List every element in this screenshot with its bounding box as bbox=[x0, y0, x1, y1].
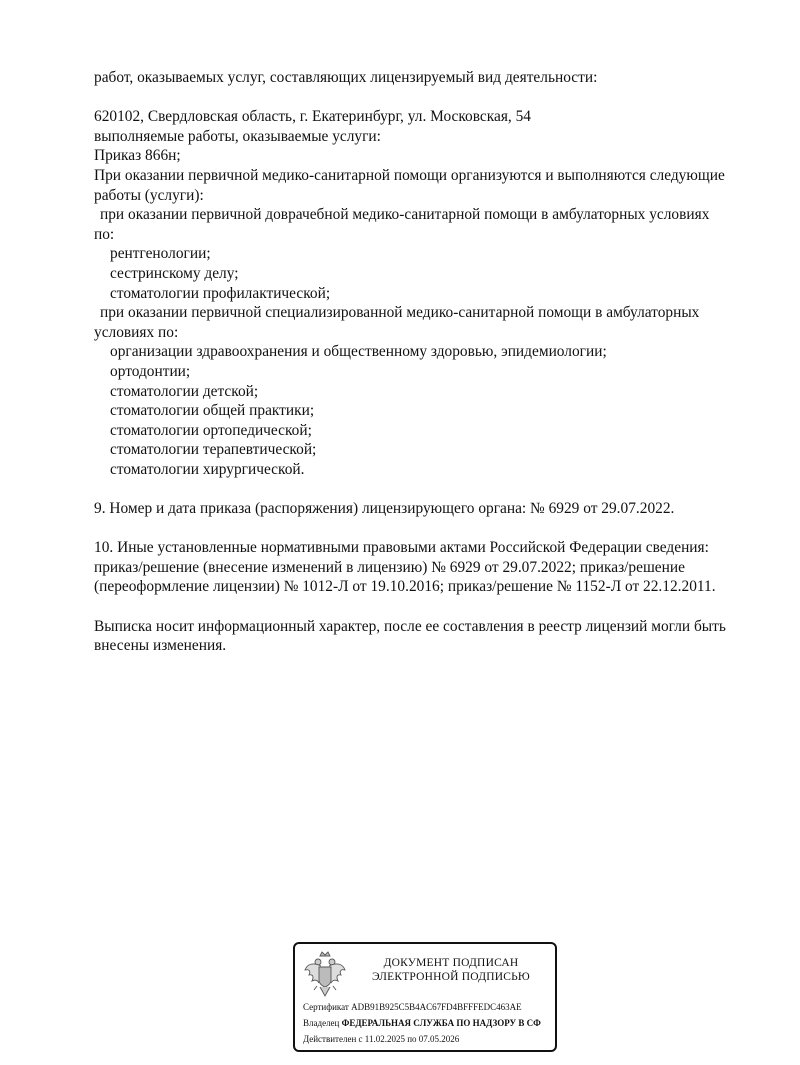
coat-of-arms-icon bbox=[303, 950, 347, 1000]
text-line: при оказании первичной доврачебной медико-санитарной помощи в амбулаторных условиях bbox=[100, 206, 710, 224]
list-item: сестринскому делу; bbox=[110, 264, 239, 282]
list-item: стоматологии ортопедической; bbox=[110, 421, 312, 439]
text-line: Выписка носит информационный характер, после ее составления в реестр лицензий могли быть bbox=[94, 617, 726, 635]
text-line: Приказ 866н; bbox=[94, 147, 181, 165]
list-item: стоматологии хирургической. bbox=[110, 460, 305, 478]
paragraph-gap bbox=[94, 519, 764, 539]
list-item: стоматологии детской; bbox=[110, 382, 259, 400]
text-line: работ, оказываемых услуг, составляющих лицензируемый вид деятельности: bbox=[94, 69, 598, 86]
paragraph-gap bbox=[94, 597, 764, 617]
paragraph-gap bbox=[94, 88, 764, 108]
list-item: организации здравоохранения и общественному здоровью, эпидемиологии; bbox=[110, 343, 607, 361]
stamp-title-line: ЭЛЕКТРОННОЙ ПОДПИСЬЮ bbox=[372, 971, 530, 983]
owner-value: ФЕДЕРАЛЬНАЯ СЛУЖБА ПО НАДЗОРУ В СФ bbox=[341, 1018, 541, 1028]
text-line: 10. Иные установленные нормативными правовыми актами Российской Федерации сведения: bbox=[94, 539, 709, 557]
certificate-row bbox=[303, 1002, 522, 1013]
text-line: При оказании первичной медико-санитарной помощи организуются и выполняются следующие bbox=[94, 166, 725, 184]
certificate-value: ADB91B925C5B4AC67FD4BFFFEDC463AE bbox=[351, 1002, 522, 1012]
stamp-title-line: ДОКУМЕНТ ПОДПИСАН bbox=[383, 957, 519, 969]
list-item: стоматологии терапевтической; bbox=[110, 441, 317, 459]
text-line: по: bbox=[94, 225, 115, 243]
paragraph-gap bbox=[94, 479, 764, 499]
validity-row: Действителен с 11.02.2025 по 07.05.2026 bbox=[303, 1034, 460, 1044]
certificate-label: Сертификат bbox=[303, 1002, 349, 1012]
text-line: приказ/решение (внесение изменений в лицензию) № 6929 от 29.07.2022; приказ/решение bbox=[94, 558, 685, 576]
list-item: стоматологии профилактической; bbox=[110, 284, 331, 302]
document-body bbox=[94, 68, 764, 656]
stamp-title bbox=[351, 956, 551, 984]
text-line: 620102, Свердловская область, г. Екатеринбург, ул. Московская, 54 bbox=[94, 108, 531, 126]
text-line: внесены изменения. bbox=[94, 637, 227, 655]
text-line: работы (услуги): bbox=[94, 186, 204, 204]
list-item: ортодонтии; bbox=[110, 362, 191, 380]
list-item: рентгенологии; bbox=[110, 245, 211, 263]
list-item: стоматологии общей практики; bbox=[110, 402, 315, 420]
owner-label: Владелец bbox=[303, 1018, 340, 1028]
owner-row bbox=[303, 1018, 541, 1029]
electronic-signature-stamp bbox=[293, 942, 557, 1052]
text-line: (переоформление лицензии) № 1012-Л от 19.10.2016; приказ/решение № 1152-Л от 22.12.2011. bbox=[94, 578, 716, 596]
text-line: выполняемые работы, оказываемые услуги: bbox=[94, 127, 381, 145]
text-line: условиях по: bbox=[94, 323, 179, 341]
text-line: при оказании первичной специализированной медико-санитарной помощи в амбулаторных bbox=[100, 304, 700, 322]
text-line: 9. Номер и дата приказа (распоряжения) лицензирующего органа: № 6929 от 29.07.2022. bbox=[94, 500, 675, 518]
